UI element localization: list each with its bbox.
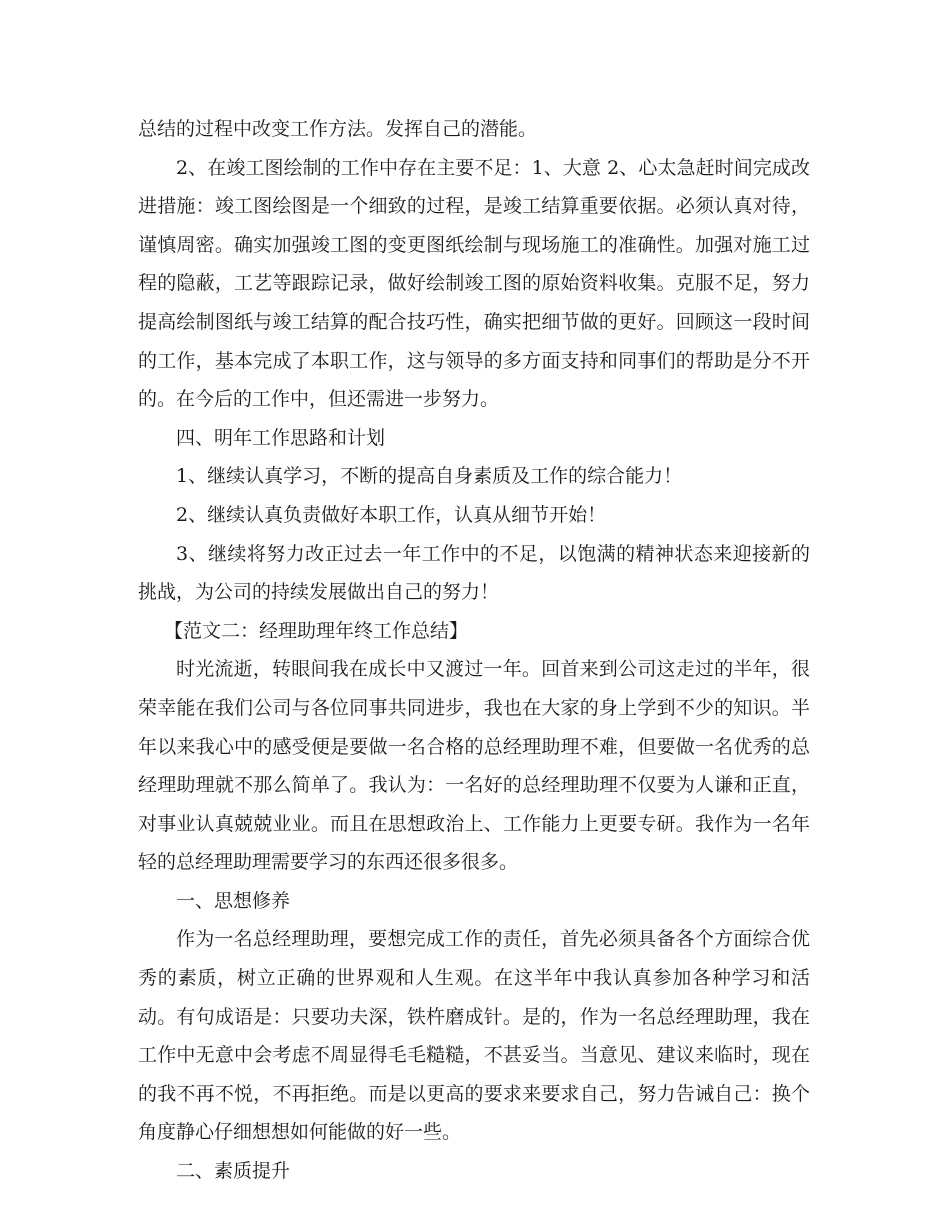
plan-item-1: 1、继续认真学习，不断的提高自身素质及工作的综合能力！: [176, 465, 683, 488]
section-heading-next-year-plan: 四、明年工作思路和计划: [176, 426, 386, 449]
document-body: [138, 110, 810, 1191]
plan-item-3: 3、继续将努力改正过去一年工作中的不足，以饱满的精神状态来迎接新的挑战，为公司的持续发展做出自己的努力！: [138, 542, 810, 604]
sample-essay-title: 【范文二：经理助理年终工作总结】: [164, 619, 469, 642]
plan-item-2: 2、继续认真负责做好本职工作，认真从细节开始！: [176, 503, 607, 526]
section-heading-quality: 二、素质提升: [176, 1160, 291, 1183]
paragraph-continuation: 总结的过程中改变工作方法。发挥自己的潜能。: [138, 118, 538, 140]
section-heading-ideology: 一、思想修养: [176, 889, 291, 912]
paragraph-intro: 时光流逝，转眼间我在成长中又渡过一年。回首来到公司这走过的半年，很荣幸能在我们公司与各位同事共同进步，我也在大家的身上学到不少的知识。半年以来我心中的感受便是要做一名合格的总经理助理不难，但要做一名优秀的总经理助理就不那么简单了。我认为：一名好的总经理助理不仅要为人谦和正直，对事业认真兢兢业业。而且在思想政治上、工作能力上更要专研。我作为一名年轻的总经理助理需要学习的东西还很多很多。: [138, 658, 810, 874]
paragraph-ideology: 作为一名总经理助理，要想完成工作的责任，首先必须具备各个方面综合优秀的素质，树立正确的世界观和人生观。在这半年中我认真参加各种学习和活动。有句成语是：只要功夫深，铁杵磨成针。是的，作为一名总经理助理，我在工作中无意中会考虑不周显得毛毛糙糙，不甚妥当。当意见、建议来临时，现在的我不再不悦，不再拒绝。而是以更高的要求来要求自己，努力告诫自己：换个角度静心仔细想想如何能做的好一些。: [138, 928, 810, 1144]
paragraph-shortcomings: 2、在竣工图绘制的工作中存在主要不足：1、大意 2、心太急赶时间完成改进措施：竣工图绘图是一个细致的过程，是竣工结算重要依据。必须认真对待，谨慎周密。确实加强竣工图的变更图纸绘制与现场施工的准确性。加强对施工过程的隐蔽，工艺等跟踪记录，做好绘制竣工图的原始资料收集。克服不足，努力提高绘制图纸与竣工结算的配合技巧性，确实把细节做的更好。回顾这一段时间的工作，基本完成了本职工作，这与领导的多方面支持和同事们的帮助是分不开的。在今后的工作中，但还需进一步努力。: [138, 156, 810, 411]
